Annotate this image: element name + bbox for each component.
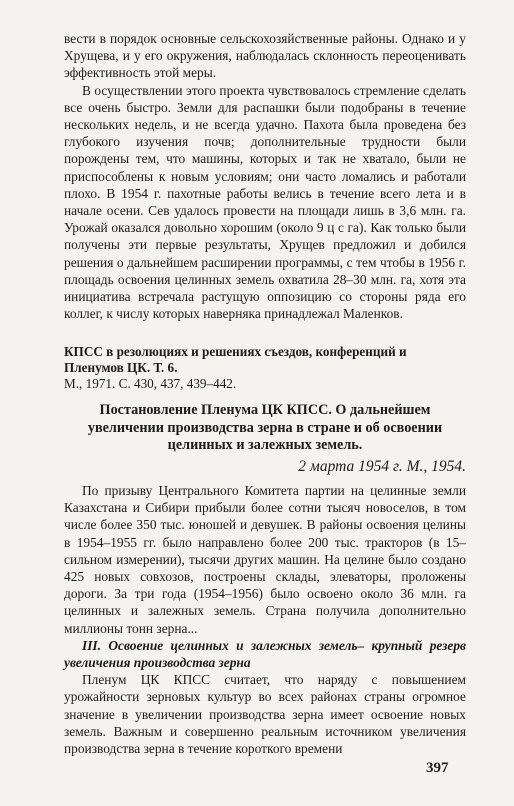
page-number: 397 xyxy=(426,760,449,776)
reference-pages: М., 1971. С. 430, 437, 439–442. xyxy=(64,376,237,391)
document-paragraph-2: Пленум ЦК КПСС считает, что наряду с повышением урожайности зерновых культур во всех районах страны огромное значение в увеличении производства зерна имеет освоение новых земель. Важным и совершенно реальным источником увеличения производства зерна в течение короткого времени xyxy=(64,672,466,757)
intro-text xyxy=(64,30,466,322)
document-dateline: 2 марта 1954 г. М., 1954. xyxy=(298,458,466,475)
document-body xyxy=(64,482,466,757)
source-reference xyxy=(64,344,466,392)
reference-source: КПСС в резолюциях и решениях съездов, конференций и Пленумов ЦК. Т. 6. xyxy=(64,344,407,375)
document-paragraph-1: По призыву Центрального Комитета партии на целинные земли Казахстана и Сибири прибыли более сотни тысяч новоселов, в том числе более 350 тыс. юношей и девушек. В районы освоения целины в 1954–1955 гг. было направлено более 200 тыс. тракторов (в 15–сильном измерении), тысячи других машин. На целине было создано 425 новых совхозов, построены склады, элеваторы, проложены дороги. За три года (1954–1956) было освоено около 36 млн. га целинных и залежных земель. Страна получила дополнительно миллионы тонн зерна... xyxy=(64,483,466,636)
section-heading: III. Освоение целинных и залежных земель– крупный резерв увеличения производства зерна xyxy=(64,637,466,671)
intro-paragraph-1: вести в порядок основные сельскохозяйственные районы. Однако и у Хрущева, и у его окружения, наблюдалась склонность переоценивать эффективность этой меры. xyxy=(64,31,466,81)
document-title: Постановление Пленума ЦК КПСС. О дальнейшем увеличении производства зерна в стране и об освоении целинных и залежных земель. xyxy=(87,402,443,453)
intro-paragraph-2: В осуществлении этого проекта чувствовалось стремление сделать все очень быстро. Земли для распашки были подобраны в течение нескольких недель, и не всегда удачно. Пахота была проведена без глубокого изучения почв; дополнительные трудности были порождены тем, что машины, которых и так не хватало, были не приспособлены к новым условиям; они часто ломались и работали плохо. В 1954 г. пахотные работы велись в течение всего лета и в начале осени. Сев удалось провести на площади лишь в 3,6 млн. га. Урожай оказался довольно хорошим (около 9 ц с га). Как только были получены эти первые результаты, Хрущев предложил и добился решения о дальнейшем расширении программы, с тем чтобы в 1956 г. площадь освоения целинных земель охватила 28–30 млн. га, хотя эта инициатива встречала растущую оппозицию со стороны ряда его коллег, к числу которых наверняка принадлежал Маленков. xyxy=(64,82,466,322)
